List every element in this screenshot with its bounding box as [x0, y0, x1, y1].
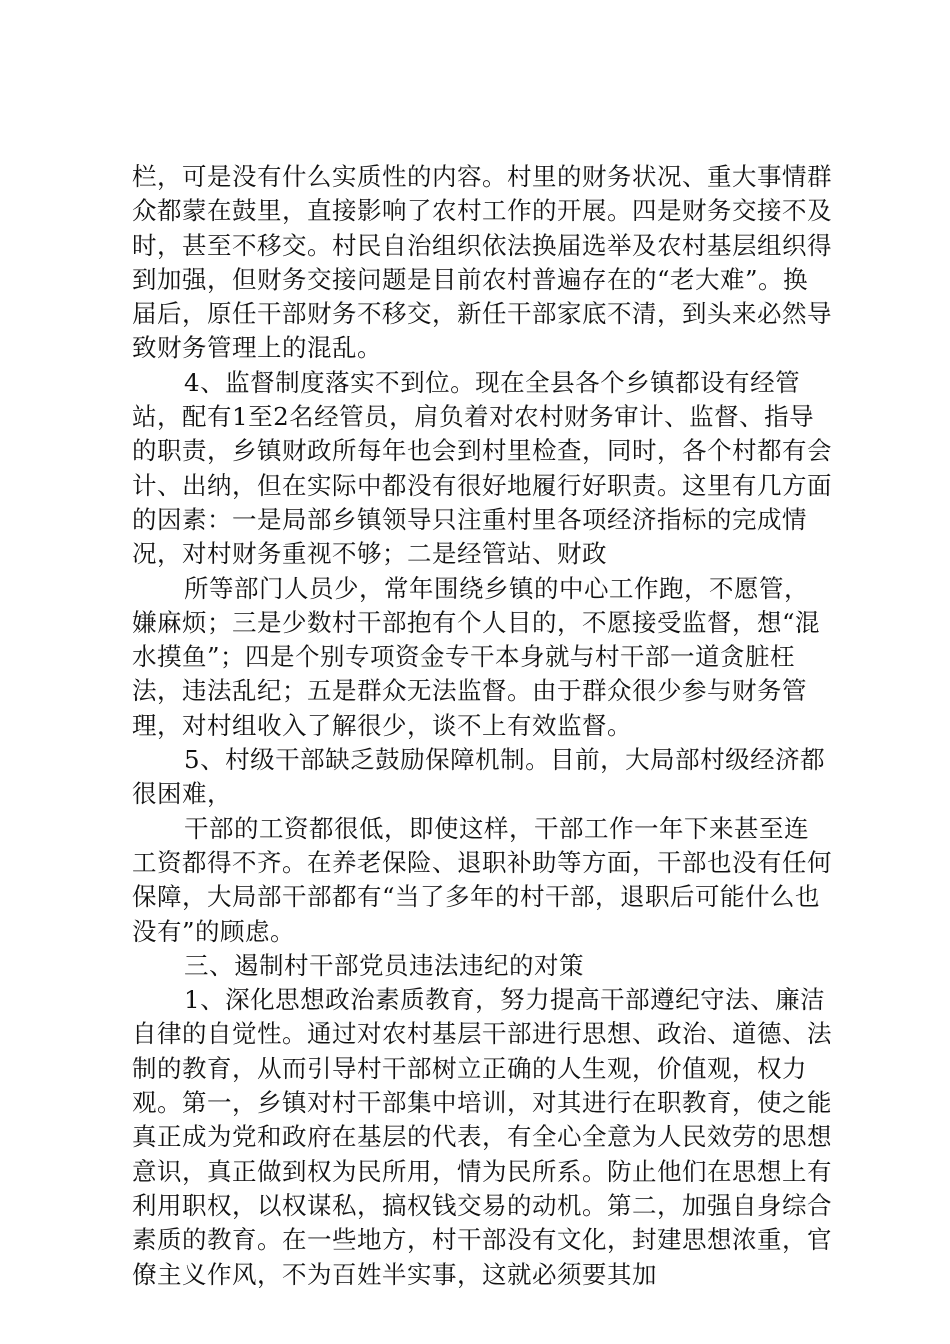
- section-heading-3: 三、遏制村干部党员违法违纪的对策: [184, 950, 584, 980]
- paragraph-section-4-cont: 所等部门人员少，常年围绕乡镇的中心工作跑，不愿管，嫌麻烦；三是少数村干部抱有个人目的，不愿接受监督，想“混水摸鱼”；四是个别专项资金专干本身就与村干部一道贪脏枉法，违法乱纪；五是群众无法监督。由于群众很少参与财务管理，对村组收入了解很少，谈不上有效监督。: [132, 573, 821, 740]
- paragraph-continuation: 栏，可是没有什么实质性的内容。村里的财务状况、重大事情群众都蒙在鼓里，直接影响了农村工作的开展。四是财务交接不及时，甚至不移交。村民自治组织依法换届选举及农村基层组织得到加强，但财务交接问题是目前农村普遍存在的“老大难”。换届后，原任干部财务不移交，新任干部家底不清，到头来必然导致财务管理上的混乱。: [132, 162, 832, 363]
- body-text: [132, 160, 832, 1292]
- paragraph-section-5: 5、村级干部缺乏鼓励保障机制。目前，大局部村级经济都很困难，: [132, 745, 826, 809]
- paragraph-countermeasure-1: 1、深化思想政治素质教育，努力提高干部遵纪守法、廉洁自律的自觉性。通过对农村基层干部进行思想、政治、道德、法制的教育，从而引导村干部树立正确的人生观，价值观，权力观。第一，乡镇对村干部集中培训，对其进行在职教育，使之能真正成为党和政府在基层的代表，有全心全意为人民效劳的思想意识，真正做到权为民所用，情为民所系。防止他们在思想上有利用职权，以权谋私，搞权钱交易的动机。第二，加强自身综合素质的教育。在一些地方，村干部没有文化，封建思想浓重，官僚主义作风，不为百姓半实事，这就必须要其加: [132, 985, 832, 1289]
- paragraph-section-4: 4、监督制度落实不到位。现在全县各个乡镇都设有经管站，配有1至2名经管员，肩负着对农村财务审计、监督、指导的职责，乡镇财政所每年也会到村里检查，同时，各个村都有会计、出纳，但在实际中都没有很好地履行好职责。这里有几方面的因素：一是局部乡镇领导只注重村里各项经济指标的完成情况，对村财务重视不够；二是经管站、财政: [132, 367, 832, 569]
- paragraph-section-5-cont: 干部的工资都很低，即使这样，干部工作一年下来甚至连工资都得不齐。在养老保险、退职补助等方面，干部也没有任何保障，大局部干部都有“当了多年的村干部，退职后可能什么也没有”的顾虑。: [132, 813, 832, 946]
